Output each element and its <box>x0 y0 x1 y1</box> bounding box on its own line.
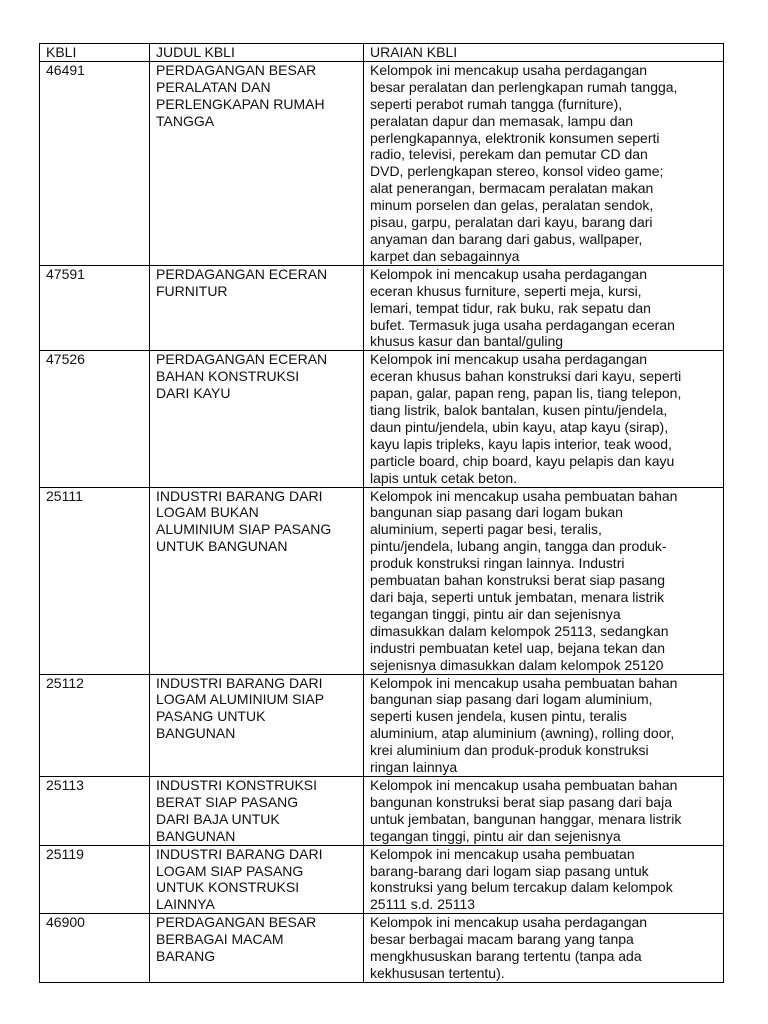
kbli-title: INDUSTRI BARANG DARI LOGAM SIAP PASANG UNTUK KONSTRUKSI LAINNYA <box>150 845 364 914</box>
kbli-title: INDUSTRI BARANG DARI LOGAM BUKAN ALUMINIUM SIAP PASANG UNTUK BANGUNAN <box>150 487 364 674</box>
kbli-code: 25111 <box>40 487 150 674</box>
kbli-code: 47591 <box>40 265 150 351</box>
kbli-code: 46491 <box>40 61 150 265</box>
kbli-code: 25119 <box>40 845 150 914</box>
kbli-code: 47526 <box>40 351 150 487</box>
table-row <box>40 487 724 674</box>
kbli-title: INDUSTRI BARANG DARI LOGAM ALUMINIUM SIAP PASANG UNTUK BANGUNAN <box>150 674 364 776</box>
kbli-description: Kelompok ini mencakup usaha perdagangan besar berbagai macam barang yang tanpa mengkhususkan barang tertentu (tanpa ada kekhususan tertentu). <box>364 914 724 983</box>
kbli-description: Kelompok ini mencakup usaha perdagangan eceran khusus furniture, seperti meja, kursi, lemari, tempat tidur, rak buku, rak sepatu dan bufet. Termasuk juga usaha perdagangan eceran khusus kasur dan bantal/guling <box>364 265 724 351</box>
kbli-description: Kelompok ini mencakup usaha pembuatan bahan bangunan siap pasang dari logam bukan aluminium, seperti pagar besi, teralis, pintu/jendela, lubang angin, tangga dan produk- produk konstruksi ringan lainnya. Industri pembuatan bahan konstruksi berat siap pasang dari baja, seperti untuk jembatan, menara listrik tegangan tinggi, pintu air dan sejenisnya dimasukkan dalam kelompok 25113, sedangkan industri pembuatan ketel uap, bejana tekan dan sejenisnya dimasukkan dalam kelompok 25120 <box>364 487 724 674</box>
table-row <box>40 351 724 487</box>
kbli-title: INDUSTRI KONSTRUKSI BERAT SIAP PASANG DARI BAJA UNTUK BANGUNAN <box>150 776 364 845</box>
header-uraian-kbli: URAIAN KBLI <box>364 44 724 62</box>
table-row <box>40 914 724 983</box>
kbli-description: Kelompok ini mencakup usaha perdagangan eceran khusus bahan konstruksi dari kayu, seperti papan, galar, papan reng, papan lis, tiang telepon, tiang listrik, balok bantalan, kusen pintu/jendela, daun pintu/jendela, ubin kayu, atap kayu (sirap), kayu lapis tripleks, kayu lapis interior, teak wood, particle board, chip board, kayu pelapis dan kayu lapis untuk cetak beton. <box>364 351 724 487</box>
table-row <box>40 265 724 351</box>
table-row <box>40 776 724 845</box>
kbli-description: Kelompok ini mencakup usaha perdagangan besar peralatan dan perlengkapan rumah tangga, seperti perabot rumah tangga (furniture), peralatan dapur dan memasak, lampu dan perlengkapannya, elektronik konsumen seperti radio, televisi, perekam dan pemutar CD dan DVD, perlengkapan stereo, konsol video game; alat penerangan, bermacam peralatan makan minum porselen dan gelas, peralatan sendok, pisau, garpu, peralatan dari kayu, barang dari anyaman dan barang dari gabus, wallpaper, karpet dan sebagainnya <box>364 61 724 265</box>
kbli-code: 25112 <box>40 674 150 776</box>
table-row <box>40 845 724 914</box>
kbli-title: PERDAGANGAN BESAR PERALATAN DAN PERLENGKAPAN RUMAH TANGGA <box>150 61 364 265</box>
kbli-description: Kelompok ini mencakup usaha pembuatan bahan bangunan siap pasang dari logam aluminium, seperti kusen jendela, kusen pintu, teralis aluminium, atap aluminium (awning), rolling door, krei aluminium dan produk-produk konstruksi ringan lainnya <box>364 674 724 776</box>
header-judul-kbli: JUDUL KBLI <box>150 44 364 62</box>
header-kbli: KBLI <box>40 44 150 62</box>
kbli-title: PERDAGANGAN ECERAN FURNITUR <box>150 265 364 351</box>
kbli-description: Kelompok ini mencakup usaha pembuatan bahan bangunan konstruksi berat siap pasang dari baja untuk jembatan, bangunan hanggar, menara listrik tegangan tinggi, pintu air dan sejenisnya <box>364 776 724 845</box>
kbli-code: 46900 <box>40 914 150 983</box>
kbli-code: 25113 <box>40 776 150 845</box>
kbli-table <box>39 43 724 983</box>
kbli-title: PERDAGANGAN BESAR BERBAGAI MACAM BARANG <box>150 914 364 983</box>
kbli-description: Kelompok ini mencakup usaha pembuatan barang-barang dari logam siap pasang untuk konstruksi yang belum tercakup dalam kelompok 25111 s.d. 25113 <box>364 845 724 914</box>
table-row <box>40 61 724 265</box>
kbli-title: PERDAGANGAN ECERAN BAHAN KONSTRUKSI DARI KAYU <box>150 351 364 487</box>
table-header-row <box>40 44 724 62</box>
table-row <box>40 674 724 776</box>
